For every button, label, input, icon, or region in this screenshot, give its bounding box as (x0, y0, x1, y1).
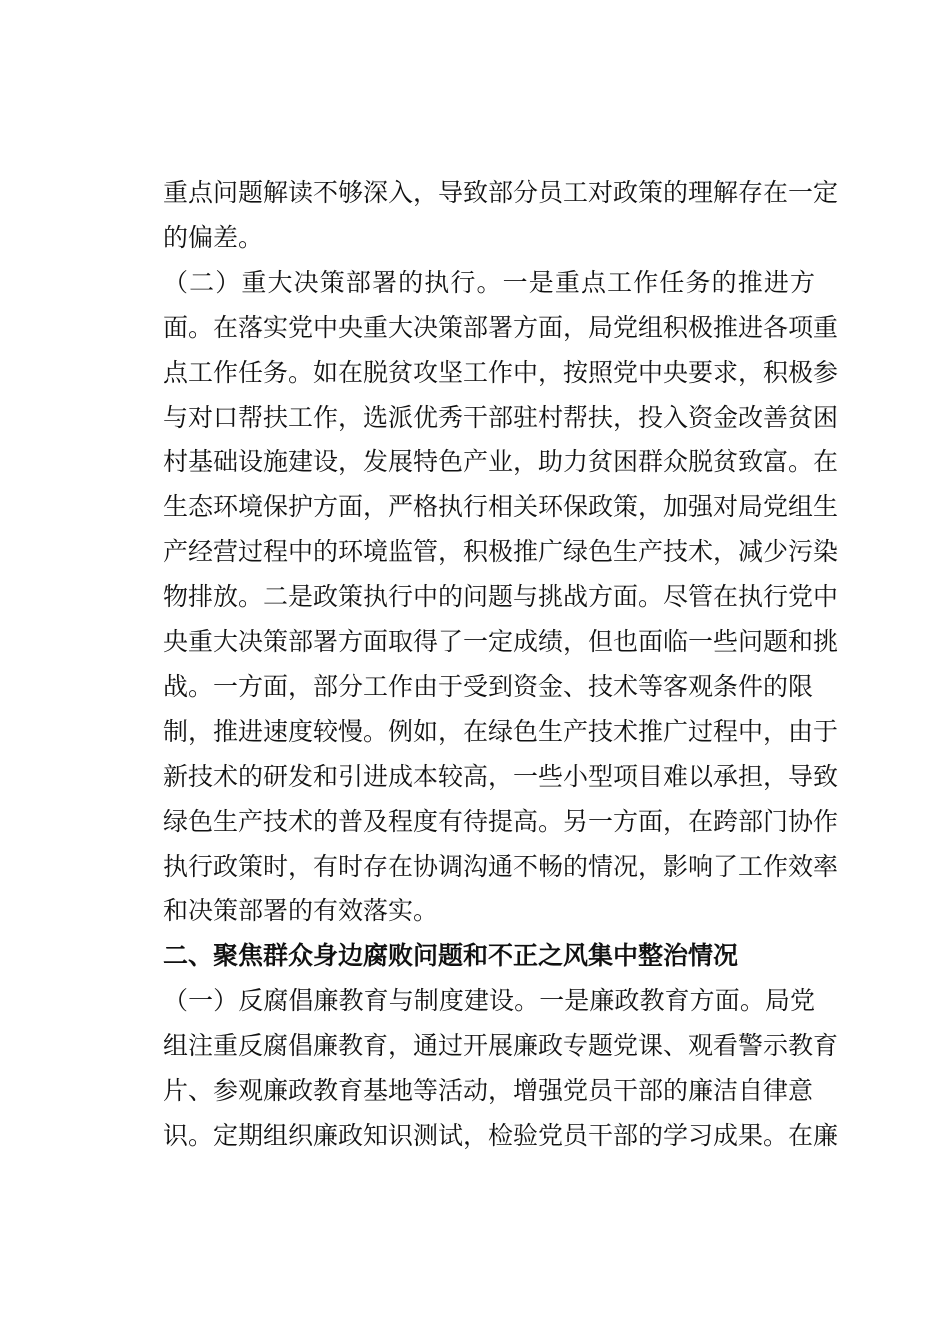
section-heading: 二、聚焦群众身边腐败问题和不正之风集中整治情况 (163, 941, 739, 971)
paragraph-line: 新技术的研发和引进成本较高，一些小型项目难以承担，导致 (163, 761, 839, 791)
paragraph-line: （二）重大决策部署的执行。一是重点工作任务的推进方 (163, 267, 815, 297)
paragraph-line: 和决策部署的有效落实。 (163, 896, 439, 926)
paragraph-line: 识。定期组织廉政知识测试，检验党员干部的学习成果。在廉 (163, 1120, 839, 1150)
paragraph-line: 点工作任务。如在脱贫攻坚工作中，按照党中央要求，积极参 (163, 357, 839, 387)
paragraph-line: 与对口帮扶工作，选派优秀干部驻村帮扶，投入资金改善贫困 (163, 402, 839, 432)
paragraph-line: 重点问题解读不够深入，导致部分员工对政策的理解存在一定 (163, 178, 839, 207)
paragraph-line: 产经营过程中的环境监管，积极推广绿色生产技术，减少污染 (163, 537, 839, 567)
paragraph-line: （一）反腐倡廉教育与制度建设。一是廉政教育方面。局党 (163, 986, 815, 1016)
paragraph-line: 村基础设施建设，发展特色产业，助力贫困群众脱贫致富。在 (163, 447, 839, 477)
paragraph-line: 组注重反腐倡廉教育，通过开展廉政专题党课、观看警示教育 (163, 1031, 839, 1061)
paragraph-line: 的偏差。 (163, 222, 264, 252)
paragraph-line: 制，推进速度较慢。例如，在绿色生产技术推广过程中，由于 (163, 716, 839, 746)
paragraph-line: 片、参观廉政教育基地等活动，增强党员干部的廉洁自律意 (163, 1076, 814, 1105)
paragraph-line: 央重大决策部署方面取得了一定成绩，但也面临一些问题和挑 (163, 627, 839, 656)
paragraph-line: 物排放。二是政策执行中的问题与挑战方面。尽管在执行党中 (163, 582, 839, 612)
paragraph-line: 面。在落实党中央重大决策部署方面，局党组积极推进各项重 (163, 312, 839, 342)
paragraph-line: 战。一方面，部分工作由于受到资金、技术等客观条件的限 (163, 671, 814, 701)
paragraph-line: 绿色生产技术的普及程度有待提高。另一方面，在跨部门协作 (163, 806, 839, 836)
paragraph-line: 生态环境保护方面，严格执行相关环保政策，加强对局党组生 (163, 492, 839, 522)
paragraph-line: 执行政策时，有时存在协调沟通不畅的情况，影响了工作效率 (163, 851, 839, 881)
